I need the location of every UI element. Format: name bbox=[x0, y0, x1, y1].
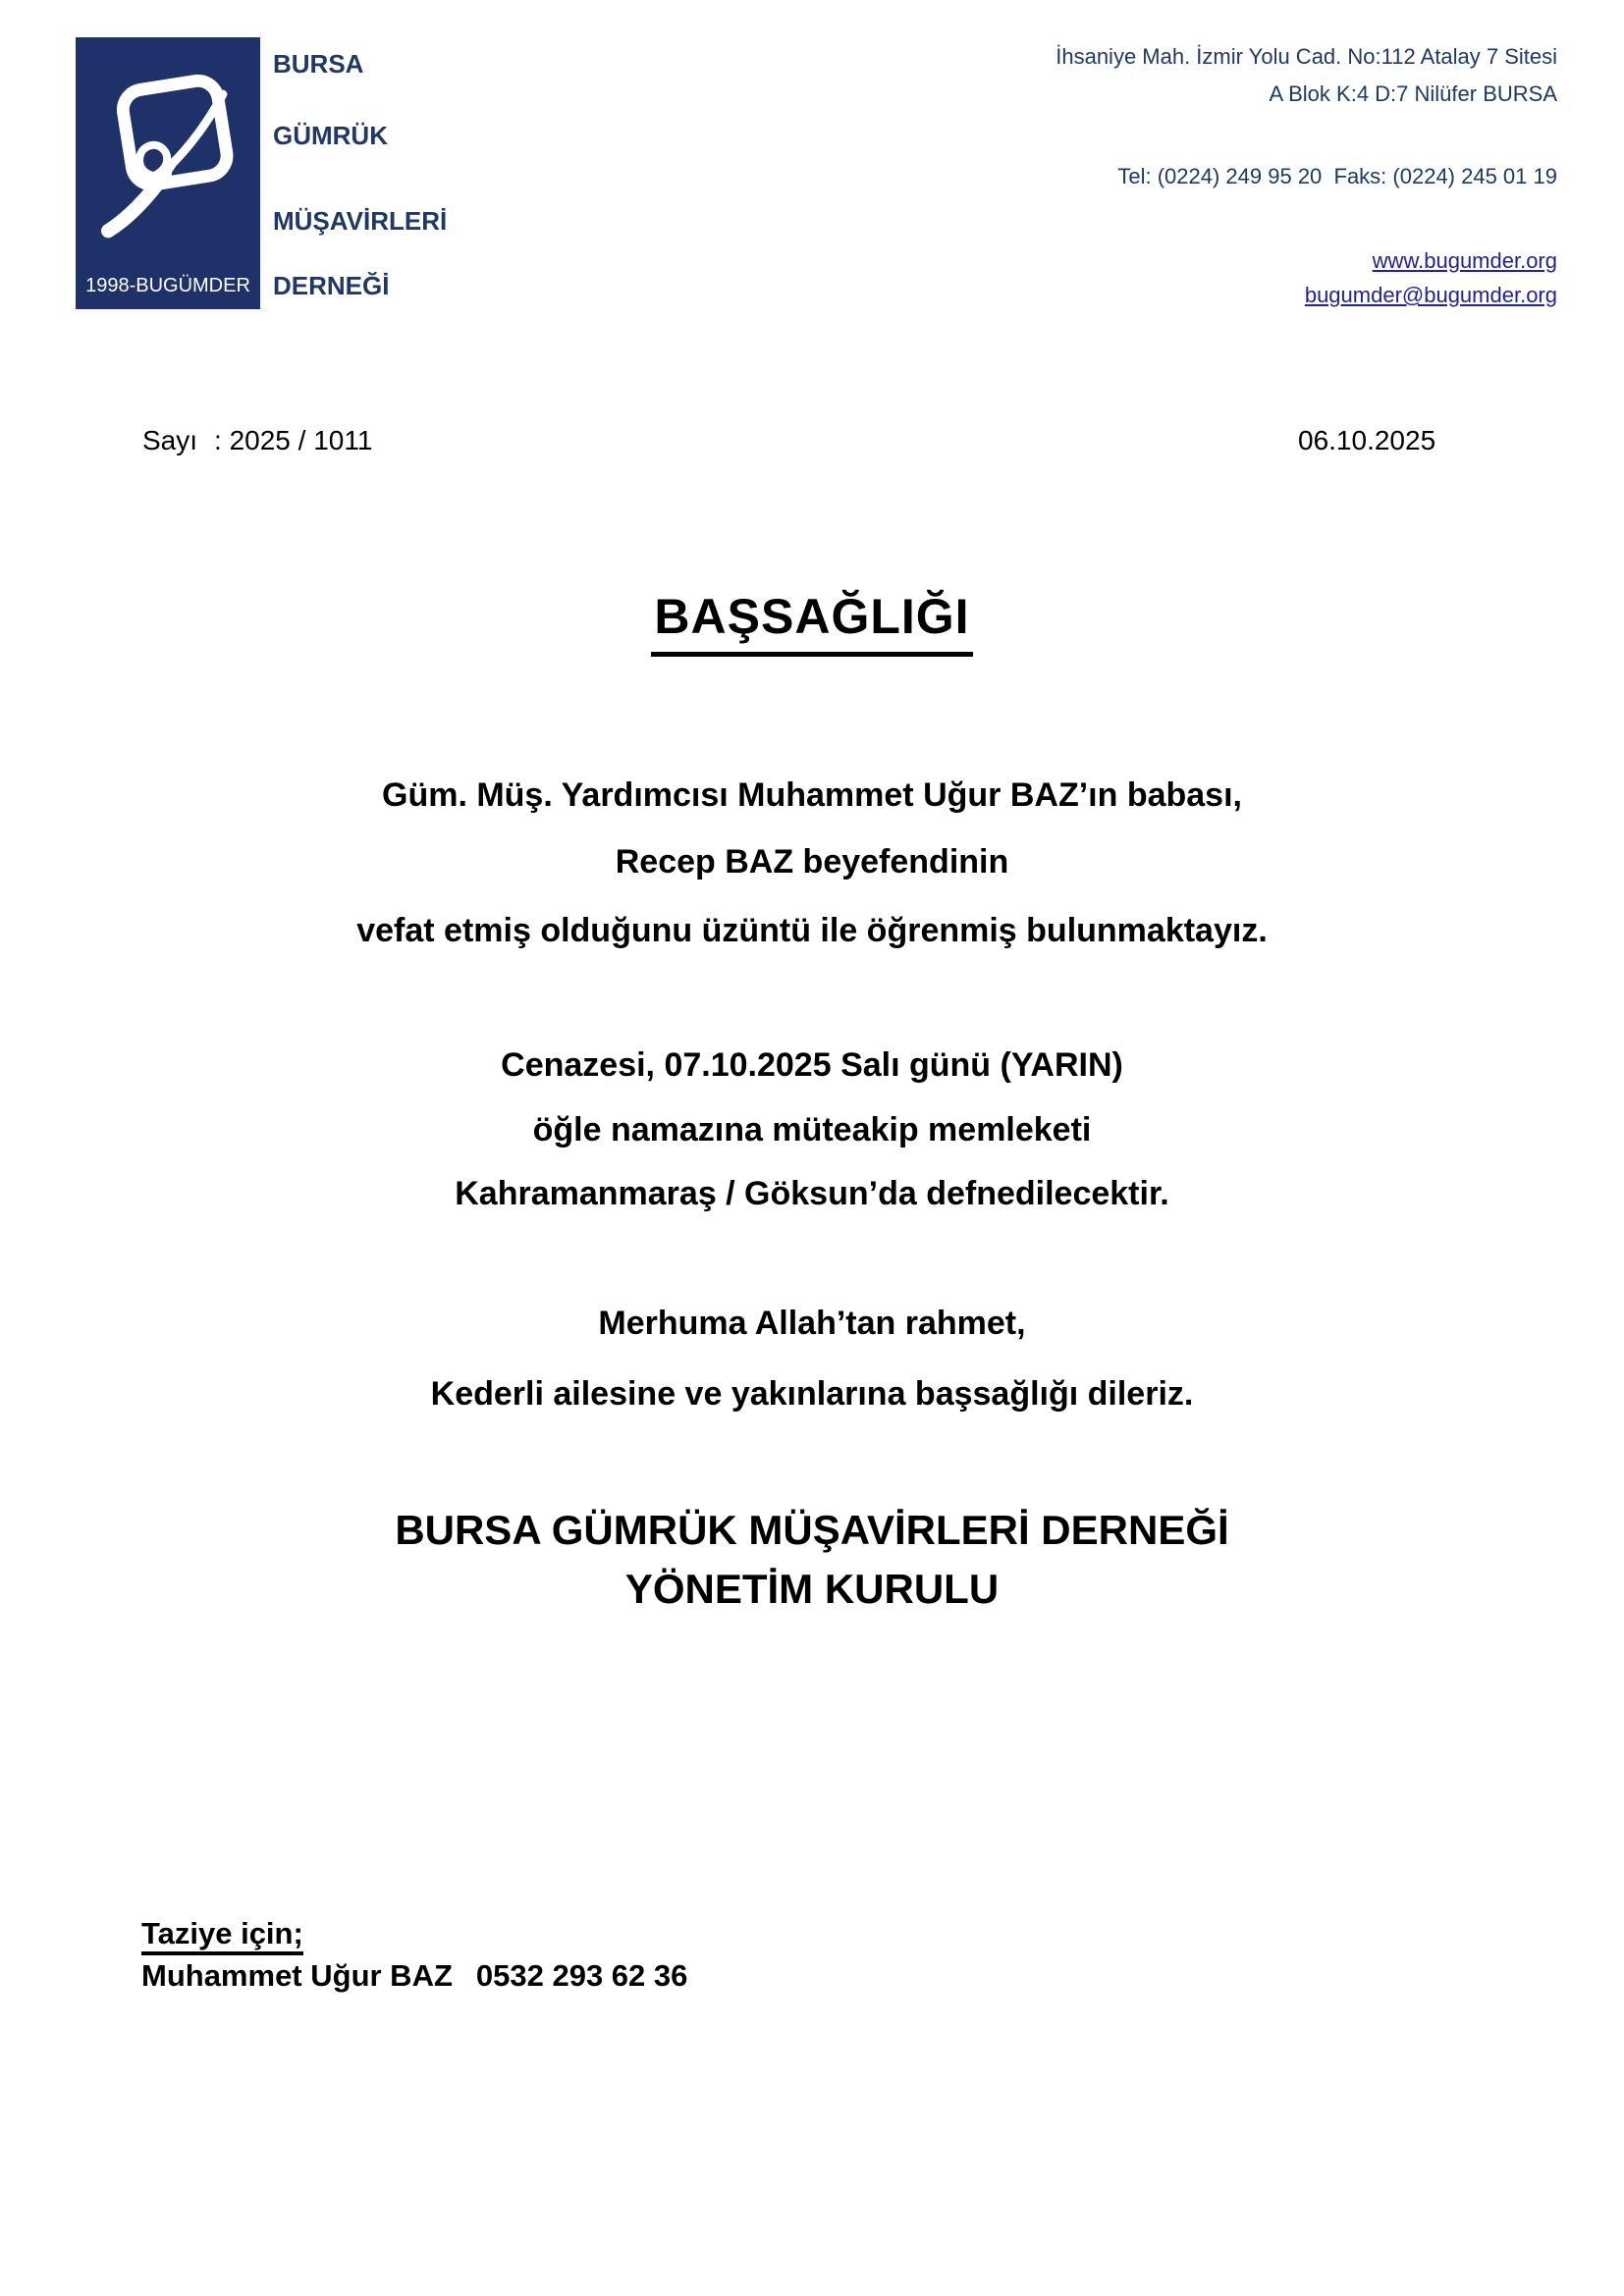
footer-heading-row bbox=[141, 1915, 303, 1951]
footer-contact-phone: 0532 293 62 36 bbox=[475, 1958, 688, 1993]
ref-label: Sayı bbox=[142, 425, 198, 455]
body-line-6: Kahramanmaraş / Göksun’da defnedilecektir. bbox=[455, 1175, 1169, 1212]
org-name-line-1: BURSA bbox=[273, 49, 364, 79]
reference-row bbox=[142, 424, 372, 457]
org-name-line-3: MÜŞAVİRLERİ bbox=[273, 206, 448, 236]
body-line-8: Kederli ailesine ve yakınlarına başsağlığı dileriz. bbox=[430, 1375, 1194, 1413]
body-line-2: Recep BAZ beyefendinin bbox=[615, 843, 1009, 881]
body-line-7: Merhuma Allah’tan rahmet, bbox=[598, 1305, 1026, 1342]
signature-line-2: YÖNETİM KURULU bbox=[624, 1566, 1000, 1612]
doc-title: BAŞSAĞLIĞI bbox=[651, 590, 972, 657]
org-name-line-2: GÜMRÜK bbox=[273, 121, 388, 150]
org-name-line-4: DERNEĞİ bbox=[273, 271, 390, 300]
logo-year-label: 1998-BUGÜMDER bbox=[85, 275, 250, 296]
footer-heading: Taziye için; bbox=[141, 1916, 303, 1955]
pen-square-emblem-icon bbox=[89, 59, 246, 260]
ref-separator: : bbox=[214, 425, 222, 455]
body-line-1: Güm. Müş. Yardımcısı Muhammet Uğur BAZ’ın babası, bbox=[382, 776, 1242, 814]
address-line-1: İhsaniye Mah. İzmir Yolu Cad. No:112 Atalay 7 Sitesi bbox=[1056, 44, 1557, 69]
body-line-3: vefat etmiş olduğunu üzüntü ile öğrenmiş bulunmaktayız. bbox=[356, 912, 1268, 949]
footer-contact-row bbox=[141, 1957, 687, 1994]
doc-date: 06.10.2025 bbox=[1298, 425, 1436, 455]
association-logo bbox=[76, 37, 260, 309]
signature-line-1: BURSA GÜMRÜK MÜŞAVİRLERİ DERNEĞİ bbox=[395, 1507, 1229, 1553]
address-line-2: A Blok K:4 D:7 Nilüfer BURSA bbox=[1269, 81, 1557, 106]
email-link[interactable]: bugumder@bugumder.org bbox=[1304, 283, 1557, 307]
footer-contact-name: Muhammet Uğur BAZ bbox=[141, 1958, 453, 1993]
ref-number: 2025 / 1011 bbox=[229, 425, 373, 455]
body-line-4: Cenazesi, 07.10.2025 Salı günü (YARIN) bbox=[501, 1046, 1123, 1084]
phone-fax-line: Tel: (0224) 249 95 20 Faks: (0224) 245 01 19 bbox=[1117, 164, 1557, 188]
website-link[interactable]: www.bugumder.org bbox=[1372, 248, 1557, 273]
body-line-5: öğle namazına müteakip memleketi bbox=[532, 1111, 1092, 1148]
title-row bbox=[0, 590, 1624, 657]
